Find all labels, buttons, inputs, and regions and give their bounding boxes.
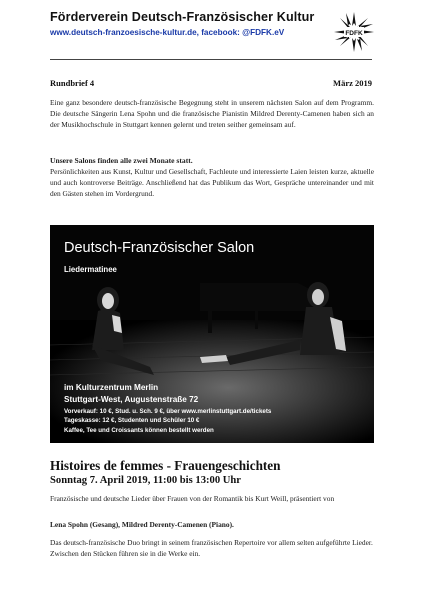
event-poster [50,225,374,443]
star-burst-logo-icon [332,10,376,54]
poster-venue: im Kulturzentrum Merlin [64,383,159,392]
salons-heading: Unsere Salons finden alle zwei Monate statt. [50,156,193,165]
organization-links[interactable]: www.deutsch-franzoesische-kultur.de, facebook: @FDFK.eV [50,28,285,37]
svg-text:FDFK: FDFK [345,30,363,37]
header-divider [50,59,372,60]
event-title: Histoires de femmes - Frauengeschichten [50,458,281,473]
poster-box-office: Tageskasse: 12 €, Studenten und Schüler 10 € [64,417,200,424]
newsletter-date: März 2019 [333,78,372,88]
poster-subtitle: Liedermatinee [64,265,117,274]
poster-catering: Kaffee, Tee und Croissants können bestellt werden [64,427,214,434]
poster-presale: Vorverkauf: 10 €, Stud. u. Sch. 9 €, über www.merlinstuttgart.de/tickets [64,408,272,415]
event-date: Sonntag 7. April 2019, 11:00 bis 13:00 Uhr [50,475,242,486]
event-repertoire: Das deutsch-französische Duo bringt in seinem französischen Repertoire vor allem selten aufgeführte Lieder. Zwischen den Stücken führen sie in die Werke ein. [50,538,373,558]
letterhead [50,10,380,37]
intro-paragraph: Eine ganz besondere deutsch-französische Begegnung steht in unserem nächsten Salon auf dem Programm. Die deutsche Sängerin Lena Spohn und die französische Pianistin Mildred Derenty-Camenen haben sich an der Musikhochschule in Stuttgart kennen gelernt und treten seither gemeinsam auf. [50,98,374,130]
event-description: Französische und deutsche Lieder über Frauen von der Romantik bis Kurt Weill, präsentiert von [50,494,335,503]
newsletter-issue-row [50,78,372,88]
newsletter-label: Rundbrief 4 [50,78,95,88]
salons-paragraph: Persönlichkeiten aus Kunst, Kultur und Gesellschaft, Fachleute und interessierte Laien leisten kurze, aktuelle und auch kontroverse Beiträge. Anschließend hat das Publikum das Wort, Gespräche untereinander und mit den Gästen stehen im Vordergrund. [50,167,374,199]
event-performers: Lena Spohn (Gesang), Mildred Derenty-Camenen (Piano). [50,520,234,529]
poster-title: Deutsch-Französischer Salon [64,240,255,256]
poster-address: Stuttgart-West, Augustenstraße 72 [64,395,199,404]
organization-title: Förderverein Deutsch-Französischer Kultur [50,10,315,24]
